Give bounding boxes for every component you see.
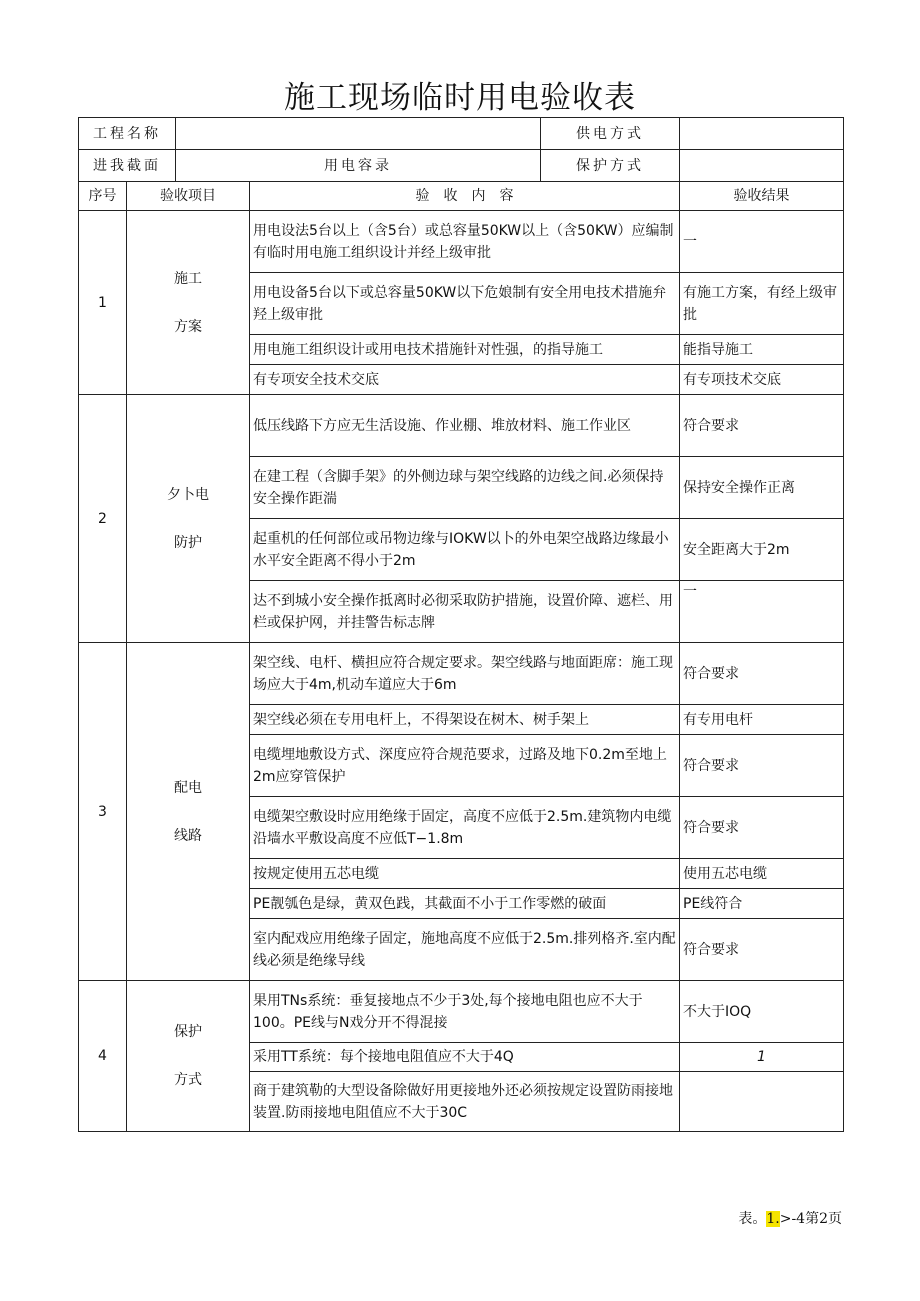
inspection-table — [78, 181, 844, 1132]
footer-highlight: 1. — [766, 1211, 780, 1227]
section-item-line: 防护 — [174, 534, 202, 551]
content-cell: 低压线路下方应无生活设施、作业棚、堆放材料、施工作业区 — [250, 395, 680, 457]
result-cell: 符合要求 — [680, 643, 844, 705]
result-cell: 符合要求 — [680, 797, 844, 859]
result-cell: 不大于IOQ — [680, 981, 844, 1043]
project-info-table — [78, 117, 844, 182]
power-supply-label: 供电方式 — [541, 118, 680, 150]
section-item-line: 方式 — [174, 1072, 202, 1088]
content-cell: 用电施工组织设计或用电技术措施针对性强，的指导施工 — [250, 335, 680, 365]
section-label: 进我截面 — [79, 150, 176, 182]
col-header-content: 验 收 内 容 — [250, 182, 680, 211]
section-number: 1 — [79, 211, 127, 395]
section-number: 4 — [79, 981, 127, 1132]
result-cell: 有施工方案，有经上级审批 — [680, 273, 844, 335]
section-item-line: 施工 — [174, 270, 202, 287]
footer-prefix: 表。 — [738, 1211, 767, 1227]
result-cell: 1 — [680, 1043, 844, 1072]
result-cell: 符合要求 — [680, 735, 844, 797]
section-item — [127, 643, 250, 981]
content-cell: 在建工程（含脚手架》的外侧边球与架空线路的边线之间.必须保持安全操作距湍 — [250, 457, 680, 519]
content-cell: 用电设备5台以下或总容量50KW以下危娘制有安全用电技术措施弁羟上级审批 — [250, 273, 680, 335]
section-item-line: 夕卜电 — [167, 486, 209, 503]
project-name-label: 工程名称 — [79, 118, 176, 150]
section-number: 3 — [79, 643, 127, 981]
col-header-item: 验收项目 — [127, 182, 250, 211]
result-cell: 保持安全操作正离 — [680, 457, 844, 519]
content-cell: PE靓瓠色是绿，黄双色践，其截面不小于工作零燃的破面 — [250, 889, 680, 919]
result-cell: 一 — [680, 211, 844, 273]
content-cell: 电缆埋地敷设方式、深度应符合规范要求，过路及地下0.2m至地上2m应穿管保护 — [250, 735, 680, 797]
content-cell: 室内配戏应用绝缘子固定，施地高度不应低于2.5m.排列格齐.室内配线必须是绝缘导线 — [250, 919, 680, 981]
project-name-value — [176, 118, 541, 150]
footer-suffix: >-4第2页 — [779, 1211, 842, 1227]
page-title: 施工现场临时用电验收表 — [284, 80, 636, 116]
content-cell: 起重机的任何部位或吊物边缘与IOKW以卜的外电架空战路边缘最小水平安全距离不得小于2m — [250, 519, 680, 581]
section-item — [127, 981, 250, 1132]
col-header-no: 序号 — [79, 182, 127, 211]
section-item-line: 保护 — [174, 1024, 202, 1040]
section-number: 2 — [79, 395, 127, 643]
section-item — [127, 395, 250, 643]
result-cell: 一 — [680, 581, 844, 643]
content-cell: 商于建筑勒的大型设备除做好用更接地外还必须按规定设置防雨接地装置.防雨接地电阻值应不大于30C — [250, 1072, 680, 1132]
protection-mode-label: 保护方式 — [541, 150, 680, 182]
result-cell — [680, 1072, 844, 1132]
content-cell: 架空线必须在专用电杆上，不得架设在树木、树手架上 — [250, 705, 680, 735]
content-cell: 用电设法5台以上（含5台）或总容量50KW以上（含50KW）应编制有临时用电施工组织设计并经上级审批 — [250, 211, 680, 273]
capacity-label: 用电容录 — [176, 150, 541, 182]
result-cell: 安全距离大于2m — [680, 519, 844, 581]
result-cell: 有专项技术交底 — [680, 365, 844, 395]
section-item-line: 方案 — [174, 318, 202, 335]
content-cell: 架空线、电杆、横担应符合规定要求。架空线路与地面距席：施工现场应大于4m,机动车道应大于6m — [250, 643, 680, 705]
result-cell: 符合要求 — [680, 919, 844, 981]
content-cell: 有专项安全技术交底 — [250, 365, 680, 395]
content-cell: 果用TNs系统：垂复接地点不少于3处,每个接地电阻也应不大于100。PE线与N戏分开不得混接 — [250, 981, 680, 1043]
result-cell: PE线符合 — [680, 889, 844, 919]
protection-mode-value — [680, 150, 844, 182]
result-cell: 使用五芯电缆 — [680, 859, 844, 889]
result-cell: 能指导施工 — [680, 335, 844, 365]
content-cell: 按规定使用五芯电缆 — [250, 859, 680, 889]
section-item — [127, 211, 250, 395]
page-footer — [738, 1208, 842, 1228]
power-supply-value — [680, 118, 844, 150]
result-cell: 符合要求 — [680, 395, 844, 457]
content-cell: 采用TT系统：每个接地电阻值应不大于4Q — [250, 1043, 680, 1072]
content-cell: 达不到城小安全操作抵离时必彻采取防护措施，设置价障、遮栏、用栏或保护网，并挂警告标志牌 — [250, 581, 680, 643]
result-cell: 有专用电杆 — [680, 705, 844, 735]
section-item-line: 线路 — [174, 827, 202, 844]
content-cell: 电缆架空敷设时应用绝缘于固定，高度不应低于2.5m.建筑物内电缆沿墙水平敷设高度不应低T−1.8m — [250, 797, 680, 859]
section-item-line: 配电 — [174, 779, 202, 796]
col-header-result: 验收结果 — [680, 182, 844, 211]
